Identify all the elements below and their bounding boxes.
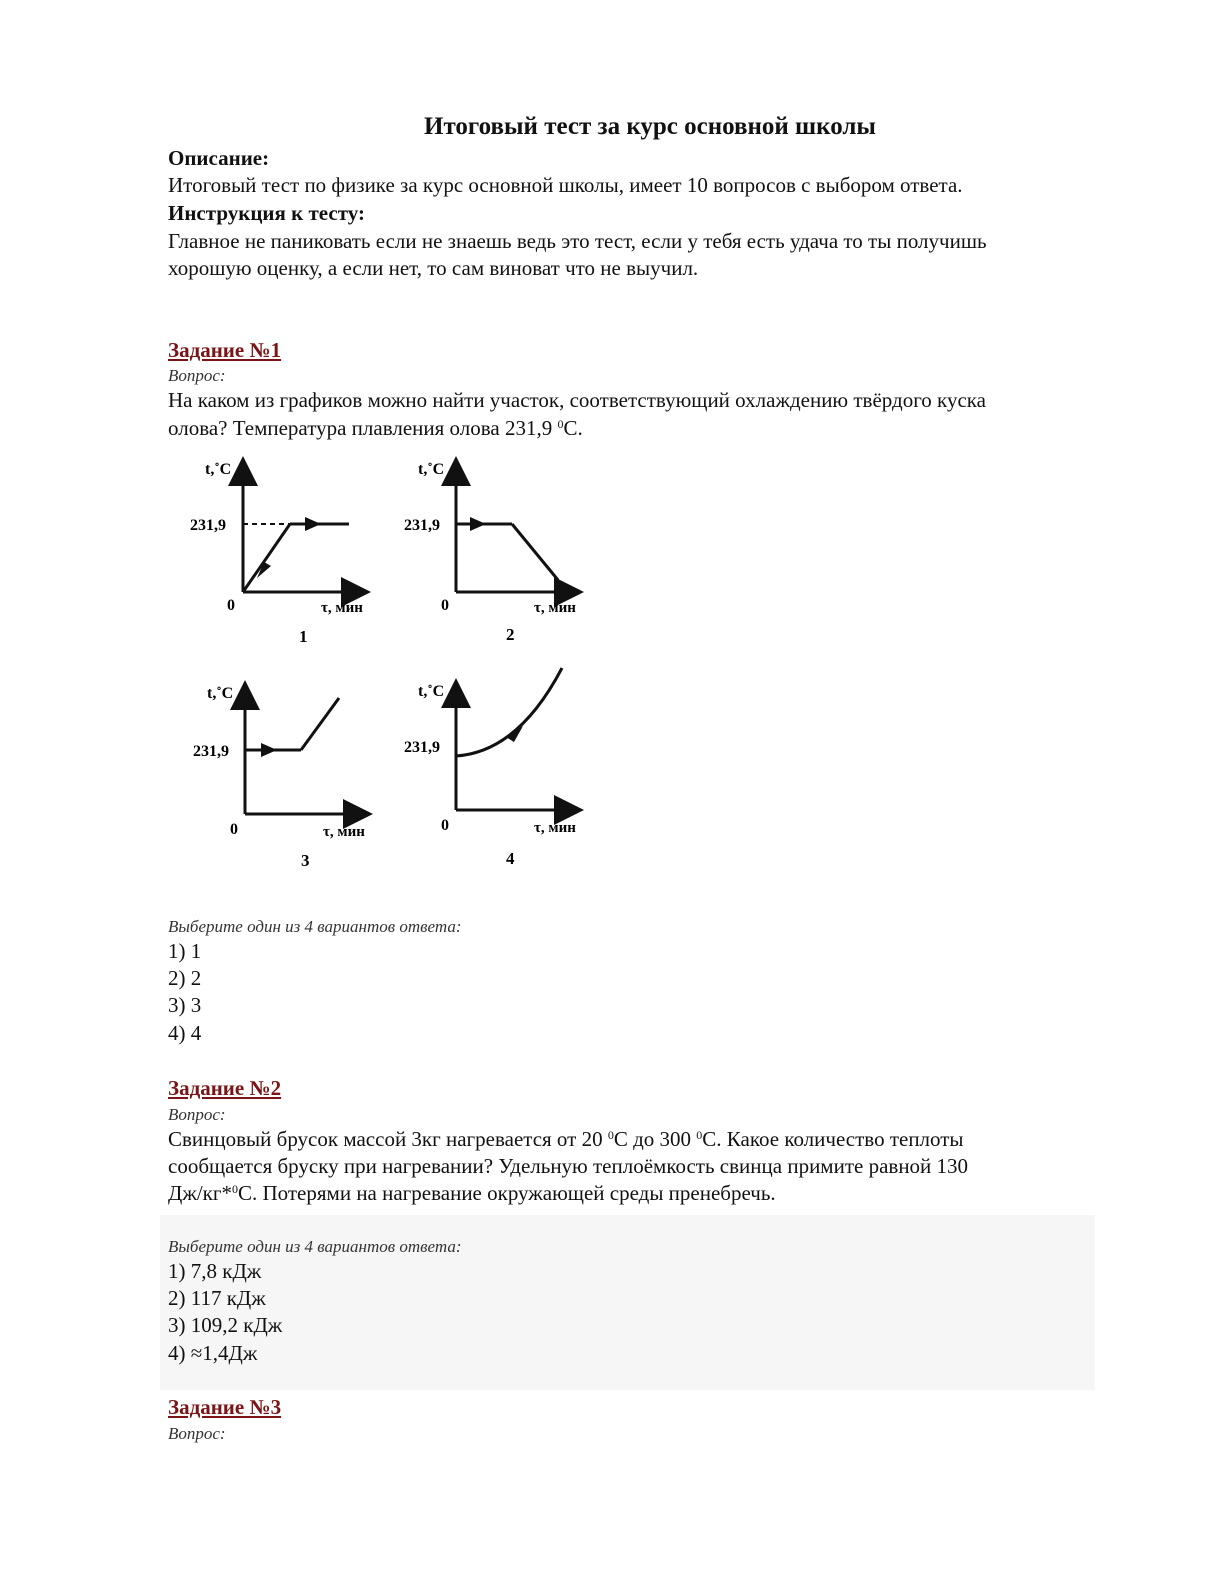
task1-answer-2[interactable]: 2) 2 xyxy=(168,966,202,990)
task2-heading: Задание №2 xyxy=(168,1076,282,1100)
graph-2 xyxy=(398,450,598,650)
task2-answer-2[interactable]: 2) 117 кДж xyxy=(168,1286,266,1310)
graph-1-temp-label: 231,9 xyxy=(190,517,226,534)
graph-2-y-label: t,˚C xyxy=(418,461,445,478)
graph-3-temp-label: 231,9 xyxy=(193,743,229,760)
task1-choose-label: Выберите один из 4 вариантов ответа: xyxy=(168,917,462,936)
task2-question-line-2: сообщается бруску при нагревании? Удельную теплоёмкость свинца примите равной 130 xyxy=(168,1154,969,1178)
graph-1 xyxy=(185,450,385,650)
task2-answer-4[interactable]: 4) ≈1,4Дж xyxy=(168,1341,258,1365)
graph-1-number: 1 xyxy=(299,627,308,646)
graph-2-temp-label: 231,9 xyxy=(404,517,440,534)
graph-2-x-label: τ, мин xyxy=(534,600,576,616)
graph-3-origin: 0 xyxy=(230,821,238,838)
graph-1-origin: 0 xyxy=(227,597,235,614)
graph-3-number: 3 xyxy=(301,851,310,870)
graph-2-origin: 0 xyxy=(441,597,449,614)
graph-3-y-label: t,˚C xyxy=(207,685,234,702)
task3-heading: Задание №3 xyxy=(168,1395,282,1419)
task1-answer-1[interactable]: 1) 1 xyxy=(168,939,202,963)
task3-question-label: Вопрос: xyxy=(168,1424,226,1443)
description-heading: Описание: xyxy=(168,146,270,170)
task2-answer-1[interactable]: 1) 7,8 кДж xyxy=(168,1259,262,1283)
instruction-heading: Инструкция к тесту: xyxy=(168,201,365,225)
task1-heading: Задание №1 xyxy=(168,338,282,362)
task1-question-line-2: олова? Температура плавления олова 231,9 $^0$С. xyxy=(168,416,583,440)
task2-question-label: Вопрос: xyxy=(168,1105,226,1124)
graph-4-number: 4 xyxy=(506,849,515,868)
task2-choose-label: Выберите один из 4 вариантов ответа: xyxy=(168,1237,462,1256)
graph-2-number: 2 xyxy=(506,625,515,644)
task1-answer-4[interactable]: 4) 4 xyxy=(168,1021,202,1045)
graph-4 xyxy=(398,664,598,874)
graph-4-x-label: τ, мин xyxy=(534,820,576,836)
graph-1-x-label: τ, мин xyxy=(321,600,363,616)
graph-4-origin: 0 xyxy=(441,817,449,834)
task2-question-line-3: Дж/кг*$^0$С. Потерями на нагревание окружающей среды пренебречь. xyxy=(168,1181,776,1205)
page-title: Итоговый тест за курс основной школы xyxy=(424,113,876,140)
graph-4-y-label: t,˚C xyxy=(418,683,445,700)
task2-answer-3[interactable]: 3) 109,2 кДж xyxy=(168,1313,283,1337)
graph-3-x-label: τ, мин xyxy=(323,824,365,840)
task1-question-line-1: На каком из графиков можно найти участок, соответствующий охлаждению твёрдого куска xyxy=(168,388,986,412)
task1-question-label: Вопрос: xyxy=(168,366,226,385)
task1-answer-3[interactable]: 3) 3 xyxy=(168,993,202,1017)
graph-4-temp-label: 231,9 xyxy=(404,739,440,756)
task2-question-line-1: Свинцовый брусок массой 3кг нагревается от 20 $^0$С до 300 $^0$С. Какое количество теплоты xyxy=(168,1127,964,1151)
instruction-line-2: хорошую оценку, а если нет, то сам виноват что не выучил. xyxy=(168,256,699,280)
instruction-line-1: Главное не паниковать если не знаешь ведь это тест, если у тебя есть удача то ты получишь xyxy=(168,229,987,253)
graph-1-y-label: t,˚C xyxy=(205,461,232,478)
graph-3 xyxy=(187,674,387,874)
description-text: Итоговый тест по физике за курс основной школы, имеет 10 вопросов с выбором ответа. xyxy=(168,173,963,197)
